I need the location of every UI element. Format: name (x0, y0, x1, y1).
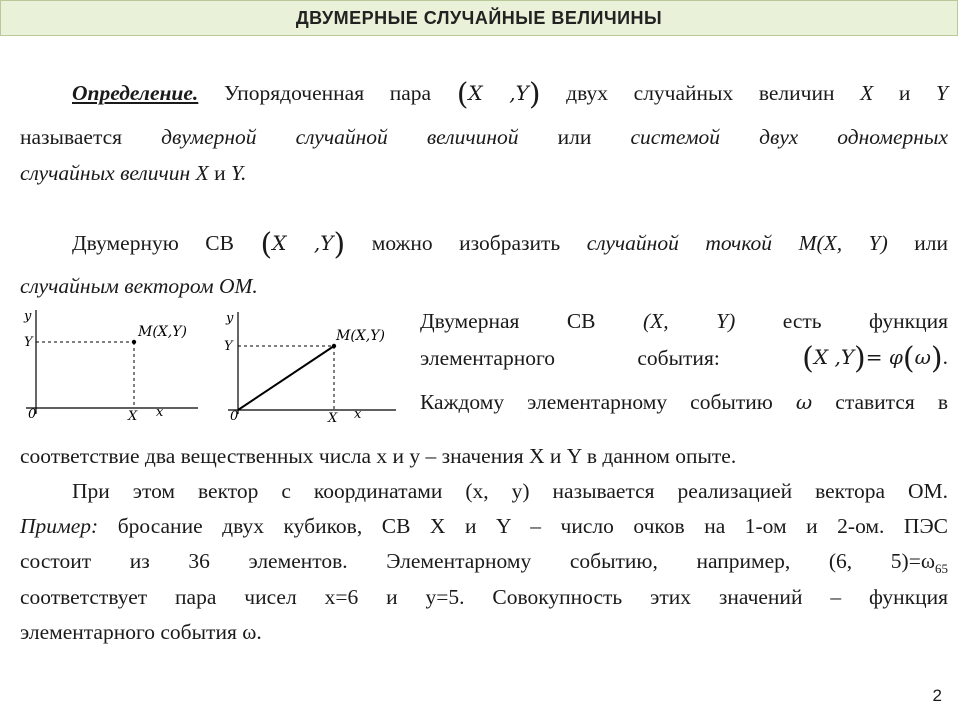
representation-line-2: случайным вектором OM. (20, 274, 258, 298)
text: есть функция (782, 309, 949, 333)
definition-rest: двух случайных величин (566, 81, 835, 105)
conj-and: и (898, 81, 911, 105)
function-line-1 (420, 308, 948, 334)
var-y: Y. (231, 161, 247, 185)
var-x: X (195, 161, 209, 185)
vector-om (238, 346, 334, 410)
tick-x-label: X (128, 409, 138, 424)
formula: (X ,Y)= φ(ω). (802, 341, 948, 376)
tick-y-label: Y (224, 339, 233, 354)
var-x: (X, (643, 309, 669, 333)
text: элементарного (420, 346, 556, 370)
function-line-4: соответствие два вещественных числа x и y – значения X и Y в данном опыте. (20, 444, 737, 468)
figure-vector (218, 306, 418, 426)
term-random-point: случайной точкой (586, 231, 773, 255)
point-m (132, 340, 136, 344)
subscript: 65 (935, 561, 948, 576)
term-variables: случайных величин (20, 161, 191, 185)
text: называется (20, 125, 123, 149)
point-m: M(X, Y) (798, 231, 888, 255)
tick-x-label: X (328, 411, 338, 426)
term-system: системой двух одномерных (630, 125, 949, 149)
realization-line: При этом вектор с координатами (x, y) называется реализацией вектора OM. (72, 479, 948, 503)
definition-line-1 (72, 77, 948, 112)
definition-line-2 (20, 124, 948, 150)
text: состоит из 36 элементов. Элементарному событию, например, (6, 5)=ω (20, 549, 935, 573)
function-line-2 (420, 341, 948, 376)
point-m (332, 344, 336, 348)
example-line-4: элементарного события ω. (20, 620, 262, 644)
tick-y-label: Y (24, 335, 33, 350)
definition-label: Определение. (72, 81, 199, 105)
axis-y-label: y (24, 309, 32, 324)
example-label: Пример: (20, 514, 99, 538)
definition-text: Упорядоченная пара (223, 81, 432, 105)
page-title: ДВУМЕРНЫЕ СЛУЧАЙНЫЕ ВЕЛИЧИНЫ (295, 7, 663, 28)
page-number: 2 (932, 686, 942, 705)
title-bar (0, 0, 958, 36)
term-2d-variable: двумерной случайной величиной (161, 125, 519, 149)
conj-and: и (214, 161, 226, 185)
text: Каждому элементарному событию (420, 390, 773, 414)
axis-x-label: x (354, 407, 362, 422)
text: бросание двух кубиков, СВ X и Y – число очков на 1-ом и 2-ом. ПЭС (117, 514, 948, 538)
text: или (557, 125, 592, 149)
point-m-label: M(X,Y) (138, 324, 187, 340)
example-line-3: соответствует пара чисел x=6 и y=5. Совокупность этих значений – функция (20, 585, 948, 609)
figure-point (18, 306, 218, 426)
definition-line-3 (20, 160, 246, 186)
origin-label: 0 (28, 407, 37, 422)
omega: ω (795, 390, 813, 414)
var-x: X (860, 81, 874, 105)
pair-xy: (X ,Y) (456, 77, 541, 112)
example-line-2 (20, 548, 948, 582)
text: можно изобразить (371, 231, 561, 255)
point-m-label: M(X,Y) (336, 328, 385, 344)
text: события: (637, 346, 720, 370)
text: или (914, 231, 949, 255)
representation-line-1 (72, 227, 949, 262)
var-y: Y) (716, 309, 736, 333)
text: Двумерную СВ (72, 231, 234, 255)
axis-x-label: x (156, 405, 164, 420)
example-line-1 (20, 513, 948, 539)
origin-label: 0 (230, 409, 239, 424)
var-y: Y (936, 81, 948, 105)
axis-y-label: y (226, 311, 234, 326)
text: Двумерная СВ (420, 309, 596, 333)
function-line-3 (420, 389, 948, 415)
text: ставится в (835, 390, 948, 414)
pair-xy: (X ,Y) (260, 227, 346, 262)
